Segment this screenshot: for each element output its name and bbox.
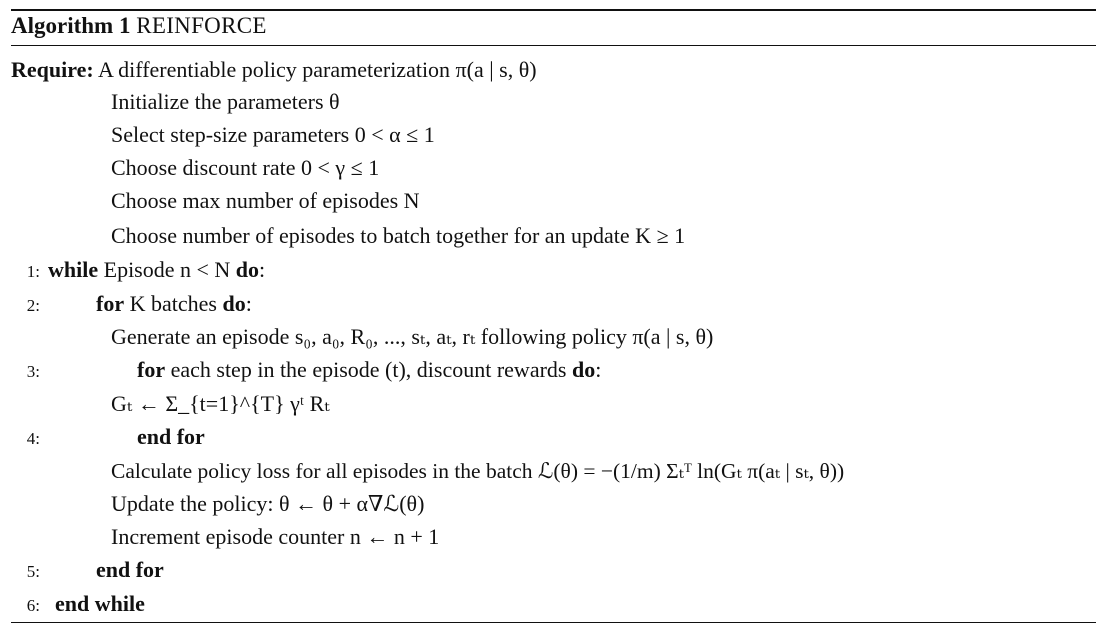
generate-line: [111, 322, 713, 352]
bottom-rule: [11, 622, 1096, 623]
keyword: end for: [96, 557, 164, 582]
step-text: each step in the episode (t), discount rewards: [165, 357, 572, 382]
step-1: [0, 255, 265, 287]
setup-line: [111, 221, 685, 251]
line-number: 6:: [26, 596, 40, 615]
step-text: Episode n < N: [98, 257, 236, 282]
step-2: [0, 289, 252, 321]
top-rule: [11, 9, 1096, 11]
step-text: Calculate policy loss for all episodes in the batch ℒ(θ) = −(1/m) Σₜᵀ ln(Gₜ π(aₜ | sₜ, θ)): [111, 459, 845, 483]
step-text: Generate an episode s₀, a₀, R₀, ..., sₜ, aₜ, rₜ following policy π(a | s, θ): [111, 324, 714, 349]
setup-text: Select step-size parameters 0 < α ≤ 1: [111, 122, 435, 147]
step-text: Gₜ ← Σ_{t=1}^{T} γᵗ Rₜ: [111, 391, 330, 416]
require-label: Require:: [11, 57, 94, 82]
keyword: end while: [55, 591, 145, 616]
require-text: A differentiable policy parameterization π(a | s, θ): [98, 57, 537, 82]
line-number: 4:: [26, 429, 40, 448]
keyword: do: [571, 357, 596, 382]
setup-line: [111, 153, 379, 183]
keyword: while: [48, 257, 99, 282]
setup-line: [111, 87, 340, 117]
return-line: [111, 389, 330, 419]
loss-line: [111, 456, 844, 486]
keyword: end for: [137, 424, 205, 449]
line-number: 2:: [26, 296, 40, 315]
step-text: :: [595, 357, 602, 382]
keyword: do: [222, 291, 246, 316]
caption-rule: [11, 45, 1096, 46]
step-text: :: [259, 257, 266, 282]
setup-line: [111, 186, 420, 216]
line-number: 3:: [26, 362, 40, 381]
step-text: :: [245, 291, 252, 316]
line-number: 1:: [26, 262, 40, 281]
algorithm-label: Algorithm 1: [11, 13, 131, 38]
step-text: Increment episode counter n ← n + 1: [111, 524, 440, 549]
algorithm-caption: [11, 13, 267, 39]
setup-text: Initialize the parameters θ: [111, 89, 340, 114]
keyword: for: [137, 357, 166, 382]
keyword: do: [235, 257, 260, 282]
step-text: Update the policy: θ ← θ + α∇ℒ(θ): [111, 491, 425, 516]
step-text: K batches: [124, 291, 223, 316]
algorithm-name: REINFORCE: [136, 13, 267, 38]
setup-text: Choose discount rate 0 < γ ≤ 1: [111, 155, 380, 180]
step-3: [0, 355, 601, 387]
increment-line: [111, 522, 439, 552]
setup-line: [111, 120, 435, 150]
line-number: 5:: [26, 562, 40, 581]
update-line: [111, 489, 424, 519]
keyword: for: [96, 291, 125, 316]
setup-text: Choose number of episodes to batch together for an update K ≥ 1: [111, 223, 686, 248]
step-6: [0, 589, 145, 621]
step-4: [0, 422, 205, 454]
step-5: [0, 555, 164, 587]
require-line: [11, 55, 537, 85]
setup-text: Choose max number of episodes N: [111, 188, 420, 213]
